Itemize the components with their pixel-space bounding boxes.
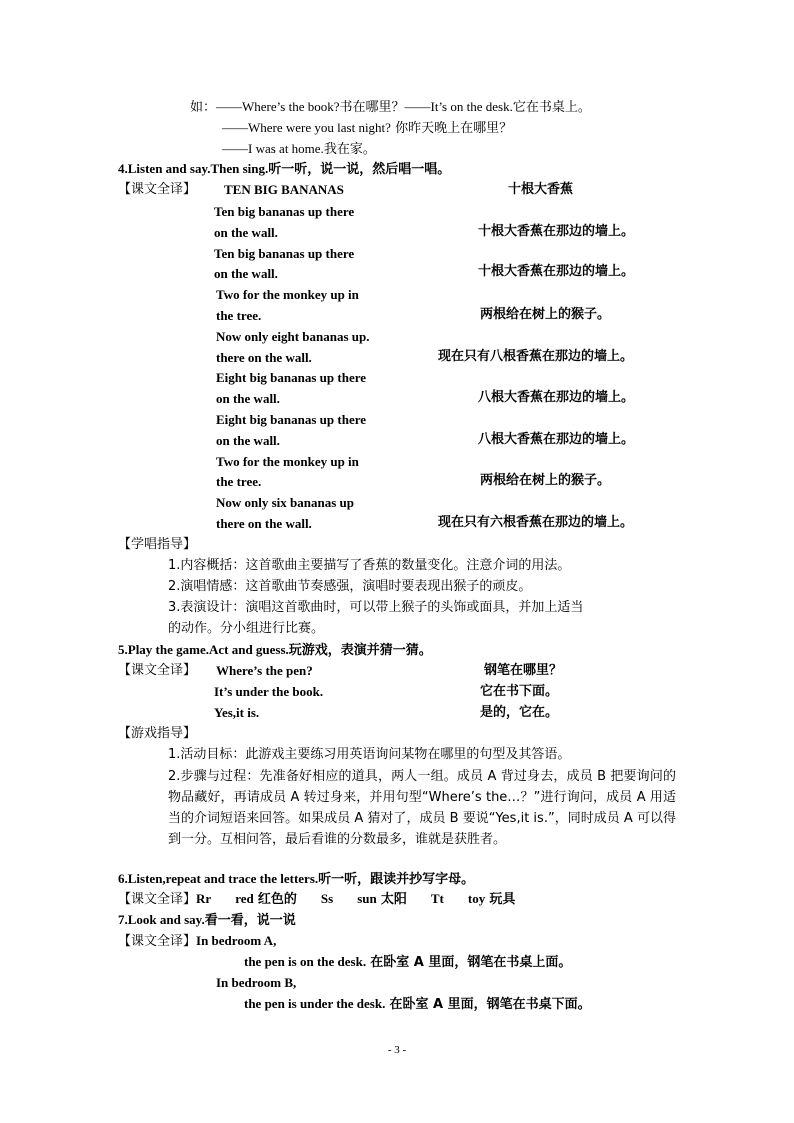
letter-t: Tt (430, 891, 444, 906)
bedroom-b-cn: 在卧室 A 里面，钢笔在书桌下面。 (389, 997, 591, 1012)
song-title-en: TEN BIG BANANAS (224, 182, 344, 197)
letters-row (118, 889, 515, 910)
example-question-cn: 书在哪里？ (339, 100, 405, 115)
lyric-1-cn: 十根大香蕉在那边的墙上。 (478, 224, 635, 239)
lyric-3-en2: the tree. (216, 308, 262, 323)
lyric-1-en1: Ten big bananas up there (214, 204, 355, 219)
section-7-heading-cn: 看一看，说一说 (204, 913, 296, 928)
bedroom-b-en: the pen is under the desk. (244, 996, 386, 1011)
lyric-4-en2: there on the wall. (216, 350, 312, 365)
section-4-heading-cn: 听一听，说一说，然后唱一唱。 (268, 162, 451, 177)
section-4-heading-en: 4.Listen and say.Then sing. (118, 161, 269, 176)
lyric-2-en2: on the wall. (214, 266, 278, 281)
section-6-heading (118, 869, 474, 890)
bedroom-a-en: the pen is on the desk. (244, 954, 367, 969)
letter-s: Ss (320, 891, 334, 906)
section-6-heading-cn: 听一听，跟读并抄写字母。 (318, 872, 475, 887)
example-prefix: 如： (190, 100, 217, 115)
word-sun: sun (357, 891, 377, 906)
section-7-row-1 (118, 931, 276, 952)
game-line-1-cn: 钢笔在哪里？ (484, 663, 563, 678)
bedroom-b-intro: In bedroom B, (216, 975, 297, 990)
lyric-1-en2: on the wall. (214, 225, 278, 240)
section-5-heading-en: 5.Play the game.Act and guess. (118, 642, 289, 657)
example-answer-3: ——I was at home. (222, 141, 324, 156)
word-toy: toy (467, 891, 486, 906)
section-6-heading-en: 6.Listen,repeat and trace the letters. (118, 871, 319, 886)
bedroom-a-intro: In bedroom A, (196, 933, 277, 948)
section-4-heading (118, 159, 450, 180)
guide-game-label: 【游戏指导】 (118, 726, 197, 741)
lyric-8-en2: there on the wall. (216, 516, 312, 531)
word-sun-cn: 太阳 (380, 892, 407, 907)
example-line-1 (190, 97, 591, 118)
lyric-8-en1: Now only six bananas up (216, 495, 354, 510)
lyric-7-en1: Two for the monkey up in (216, 454, 359, 469)
guide-sing-label: 【学唱指导】 (118, 537, 197, 552)
game-line-2-en: It’s under the book. (214, 684, 324, 699)
example-question-2: ——Where were you last night? (222, 120, 391, 135)
lyric-7-en2: the tree. (216, 474, 262, 489)
game-line-2-cn: 它在书下面。 (480, 684, 559, 699)
lyric-2-cn: 十根大香蕉在那边的墙上。 (478, 264, 635, 279)
lyric-4-cn: 现在只有八根香蕉在那边的墙上。 (438, 349, 634, 364)
example-answer-cn: 它在书桌上。 (512, 100, 591, 115)
page-number: - 3 - (387, 1044, 407, 1056)
lyric-6-en2: on the wall. (216, 433, 280, 448)
example-line-3 (222, 139, 376, 160)
section-7-row-2 (244, 952, 571, 973)
section-4-title-row (118, 180, 196, 200)
guide-sing-item-2: 2.演唱情感：这首歌曲节奏感强，演唱时要表现出猴子的顽皮。 (168, 579, 532, 594)
lyric-6-en1: Eight big bananas up there (216, 412, 367, 427)
bedroom-a-cn: 在卧室 A 里面，钢笔在书桌上面。 (370, 955, 572, 970)
game-line-3-cn: 是的，它在。 (480, 705, 559, 720)
section-4-label: 【课文全译】 (118, 182, 197, 197)
word-red: red (235, 891, 254, 906)
lyric-5-en1: Eight big bananas up there (216, 370, 367, 385)
word-red-cn: 红色的 (257, 892, 297, 907)
letter-r: Rr (196, 891, 212, 906)
example-answer: ——It’s on the desk. (404, 99, 513, 114)
lyric-3-en1: Two for the monkey up in (216, 287, 359, 302)
section-5-heading-cn: 玩游戏，表演并猜一猜。 (288, 643, 432, 658)
example-answer-3-cn: 我在家。 (323, 142, 376, 157)
section-5-label: 【课文全译】 (118, 663, 197, 678)
section-7-row-4 (244, 994, 591, 1015)
game-line-3-en: Yes,it is. (214, 705, 260, 720)
section-7-heading-en: 7.Look and say. (118, 912, 205, 927)
section-5-heading (118, 640, 432, 661)
word-toy-cn: 玩具 (489, 892, 516, 907)
game-line-1-en: Where’s the pen? (216, 663, 313, 678)
example-question: ——Where’s the book? (216, 99, 340, 114)
guide-sing-item-1: 1.内容概括：这首歌曲主要描写了香蕉的数量变化。注意介词的用法。 (168, 558, 571, 573)
song-title-cn: 十根大香蕉 (508, 182, 574, 197)
guide-sing-item-3a: 3.表演设计：演唱这首歌曲时，可以带上猴子的头饰或面具，并加上适当 (168, 600, 584, 615)
lyric-5-en2: on the wall. (216, 391, 280, 406)
lyric-8-cn: 现在只有六根香蕉在那边的墙上。 (438, 515, 634, 530)
guide-sing-item-3b: 的动作。分小组进行比赛。 (168, 621, 325, 636)
lyric-2-en1: Ten big bananas up there (214, 246, 355, 261)
guide-game-item-1: 1.活动目标：此游戏主要练习用英语询问某物在哪里的句型及其答语。 (168, 747, 571, 762)
guide-game-item-2: 2.步骤与过程：先准备好相应的道具，两人一组。成员 A 背过身去，成员 B 把要询问的物品藏好，再请成员 A 转过身来，并用句型“Where’s the…？”进行询问，成员 A 用适当的介词短语来回答。如果成员 A 猜对了，成员 B 要说“Yes,it is.”，同时成员 A 可以得到一分。互相问答，最后看谁的分数最多，谁就是获胜者。 (168, 769, 676, 847)
example-question-2-cn: 你昨天晚上在哪里？ (395, 121, 513, 136)
lyric-3-cn: 两根给在树上的猴子。 (480, 307, 611, 322)
lyric-5-cn: 八根大香蕉在那边的墙上。 (478, 390, 635, 405)
lyric-4-en1: Now only eight bananas up. (216, 329, 370, 344)
lyric-6-cn: 八根大香蕉在那边的墙上。 (478, 432, 635, 447)
section-7-label: 【课文全译】 (118, 934, 197, 949)
lyric-7-cn: 两根给在树上的猴子。 (480, 473, 611, 488)
example-line-2 (222, 118, 512, 139)
section-6-label: 【课文全译】 (118, 892, 197, 907)
section-7-heading (118, 910, 296, 931)
